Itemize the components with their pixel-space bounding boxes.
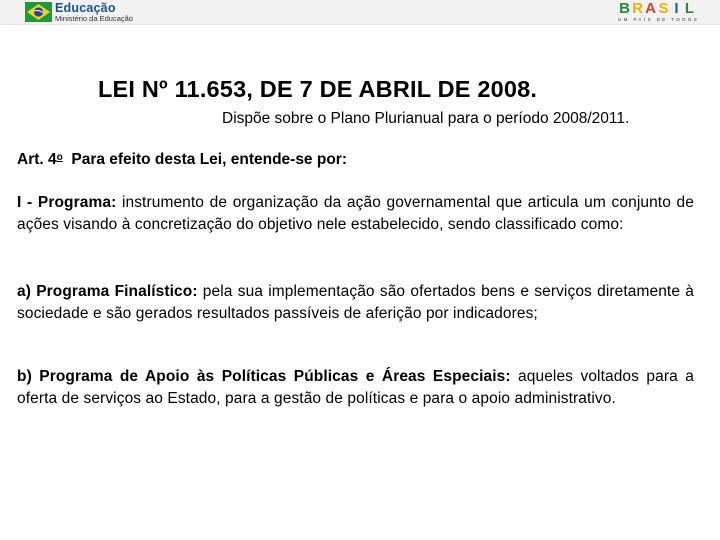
brasil-logo-letter: R [632,0,643,17]
article-heading [17,151,347,169]
ministry-logo-title: Educação [55,0,116,15]
paragraph-text: pela sua implementação são ofertados bens e serviços diretamente à sociedade e são gerados resultados passíveis de aferição por indicadores; [17,283,694,322]
brasil-logo-letter: A [645,0,656,17]
brasil-logo-letter: I [674,0,679,17]
paragraph-text: instrumento de organização da ação governamental que articula um conjunto de ações visando à concretização do objetivo nele estabelecido, sendo classificado como: [17,194,694,233]
article-text: Para efeito desta Lei, entende-se por: [71,151,347,168]
brasil-logo-letters [618,1,696,16]
brasil-logo-letter: B [619,0,630,17]
page-title: LEI Nº 11.653, DE 7 DE ABRIL DE 2008. [98,76,538,102]
brasil-logo-icon[interactable] [618,0,700,23]
ministry-logo[interactable] [25,1,133,23]
page-subtitle: Dispõe sobre o Plano Plurianual para o período 2008/2011. [222,110,630,127]
paragraph-term: a) Programa Finalístico: [17,283,198,300]
paragraph-programa-apoio [17,366,694,409]
article-ordinal: o [56,152,63,163]
brasil-logo-letter: L [684,0,695,17]
ministry-logo-subtitle: Ministério da Educação [55,14,133,23]
brasil-logo-tagline: UM PAÍS DE TODOS [618,17,700,22]
paragraph-programa-finalistico [17,281,694,324]
article-prefix: Art. 4 [17,151,57,168]
paragraph-term: b) Programa de Apoio às Políticas Públicas e Áreas Especiais: [17,368,511,385]
brasil-logo-letter: S [658,0,669,17]
paragraph-term: I - Programa: [17,194,117,211]
header-bar [0,0,720,25]
paragraph-text: aqueles voltados para a oferta de serviços ao Estado, para a gestão de políticas e para o apoio administrativo. [17,368,694,407]
brazil-flag-icon [25,2,52,22]
paragraph-programa [17,192,694,235]
